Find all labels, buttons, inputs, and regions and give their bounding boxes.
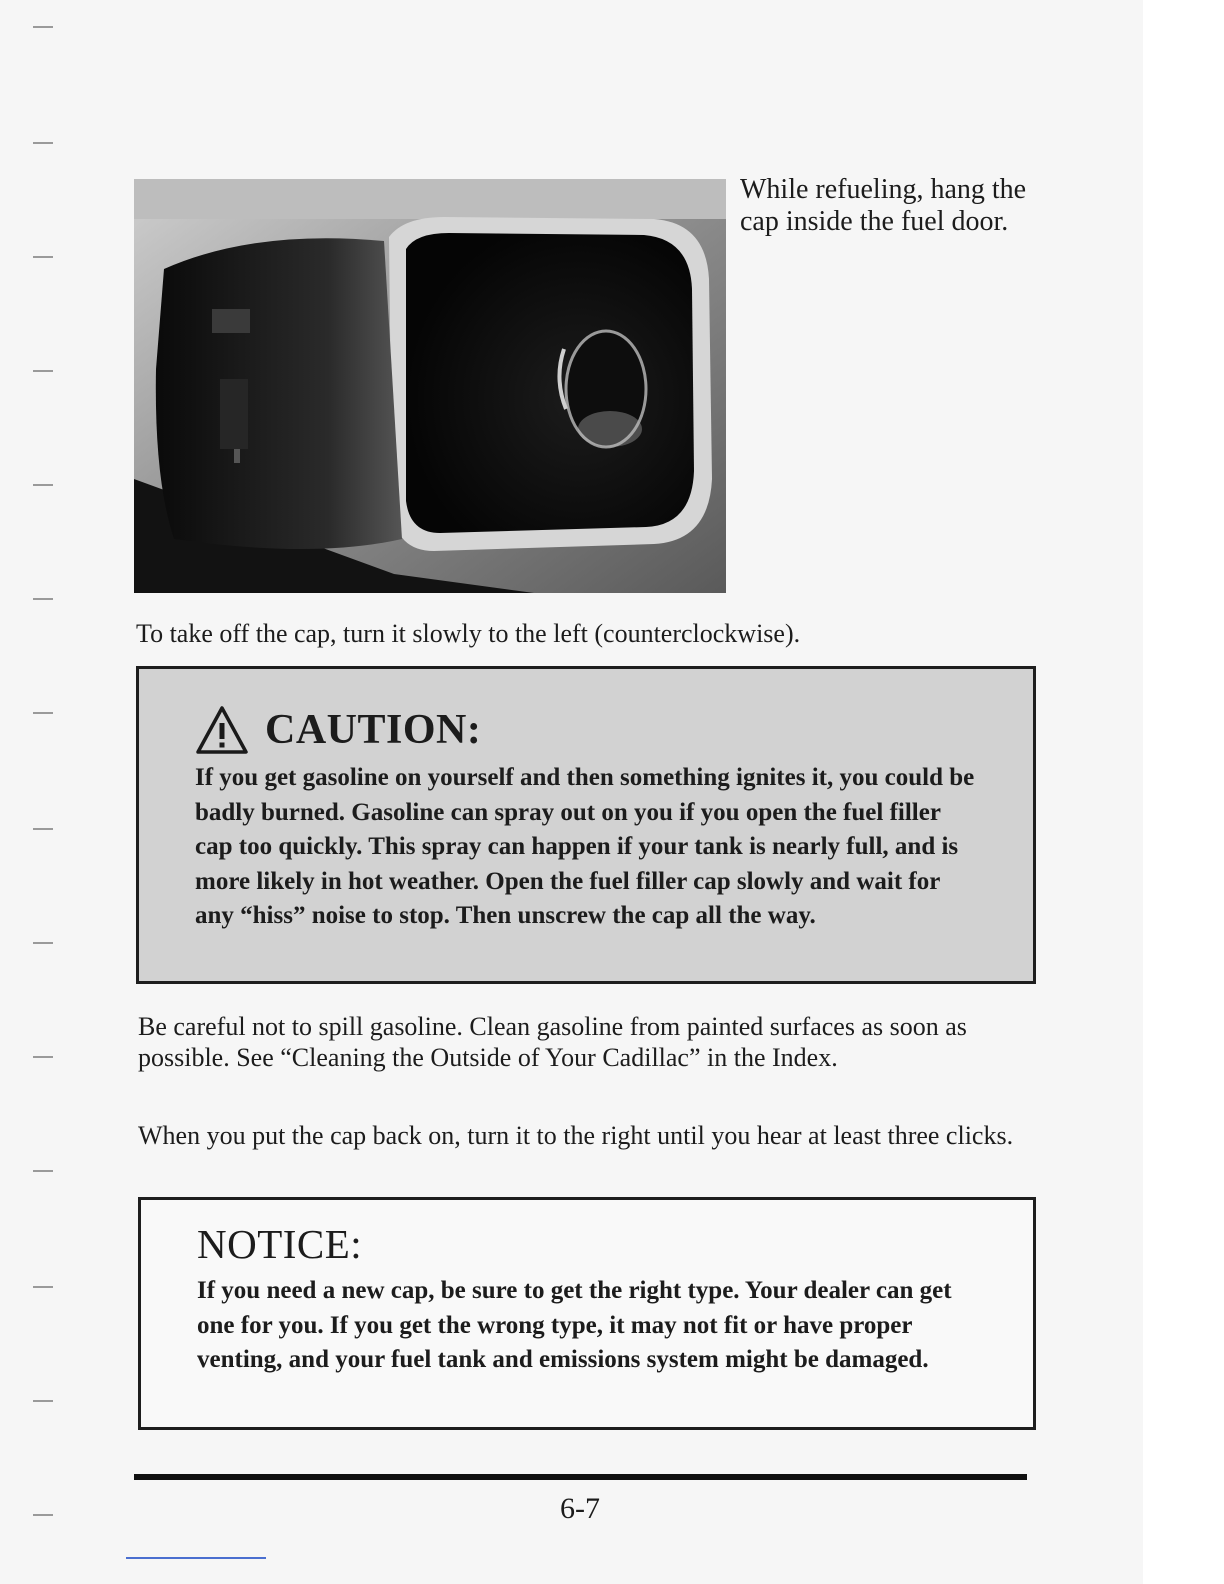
- footer-rule: [134, 1474, 1027, 1480]
- margin-tick: [33, 1056, 53, 1058]
- photo-caption: While refueling, hang the cap inside the fuel door.: [740, 174, 1027, 237]
- margin-tick: [33, 1286, 53, 1288]
- margin-tick: [33, 370, 53, 372]
- margin-tick: [33, 1170, 53, 1172]
- caution-title: CAUTION:: [265, 707, 482, 753]
- intro-paragraph: To take off the cap, turn it slowly to the left (counterclockwise).: [136, 619, 801, 648]
- margin-tick: [33, 942, 53, 944]
- notice-box: [138, 1197, 1036, 1430]
- margin-tick: [33, 256, 53, 258]
- margin-tick: [33, 26, 53, 28]
- margin-tick: [33, 712, 53, 714]
- caution-body: If you get gasoline on yourself and then something ignites it, you could be badly burned. Gasoline can spray out on you if you open the fuel filler cap too quickly. This spray can happen if your tank is nearly full, and is more likely in hot weather. Open the fuel filler cap slowly and wait for any “hiss” noise to stop. Then unscrew the cap all the way.: [195, 764, 975, 929]
- warning-triangle-icon: [195, 705, 249, 755]
- margin-tick: [33, 1400, 53, 1402]
- caution-heading: [195, 705, 481, 755]
- cap-back-paragraph: When you put the cap back on, turn it to the right until you hear at least three clicks.: [138, 1121, 1014, 1150]
- margin-tick: [33, 828, 53, 830]
- notice-title: NOTICE:: [197, 1221, 363, 1267]
- careful-paragraph: Be careful not to spill gasoline. Clean gasoline from painted surfaces as soon as possible. See “Cleaning the Outside of Your Cadillac” in the Index.: [138, 1012, 967, 1072]
- footer-underline: [126, 1557, 266, 1559]
- page-number: 6-7: [560, 1492, 600, 1525]
- caution-box: [136, 666, 1036, 984]
- margin-tick: [33, 142, 53, 144]
- notice-body: If you need a new cap, be sure to get the right type. Your dealer can get one for you. If you get the wrong type, it may not fit or have proper venting, and your fuel tank and emissions system might be damaged.: [197, 1277, 952, 1373]
- margin-tick: [33, 484, 53, 486]
- margin-tick: [33, 598, 53, 600]
- fuel-door-photo: [134, 179, 726, 593]
